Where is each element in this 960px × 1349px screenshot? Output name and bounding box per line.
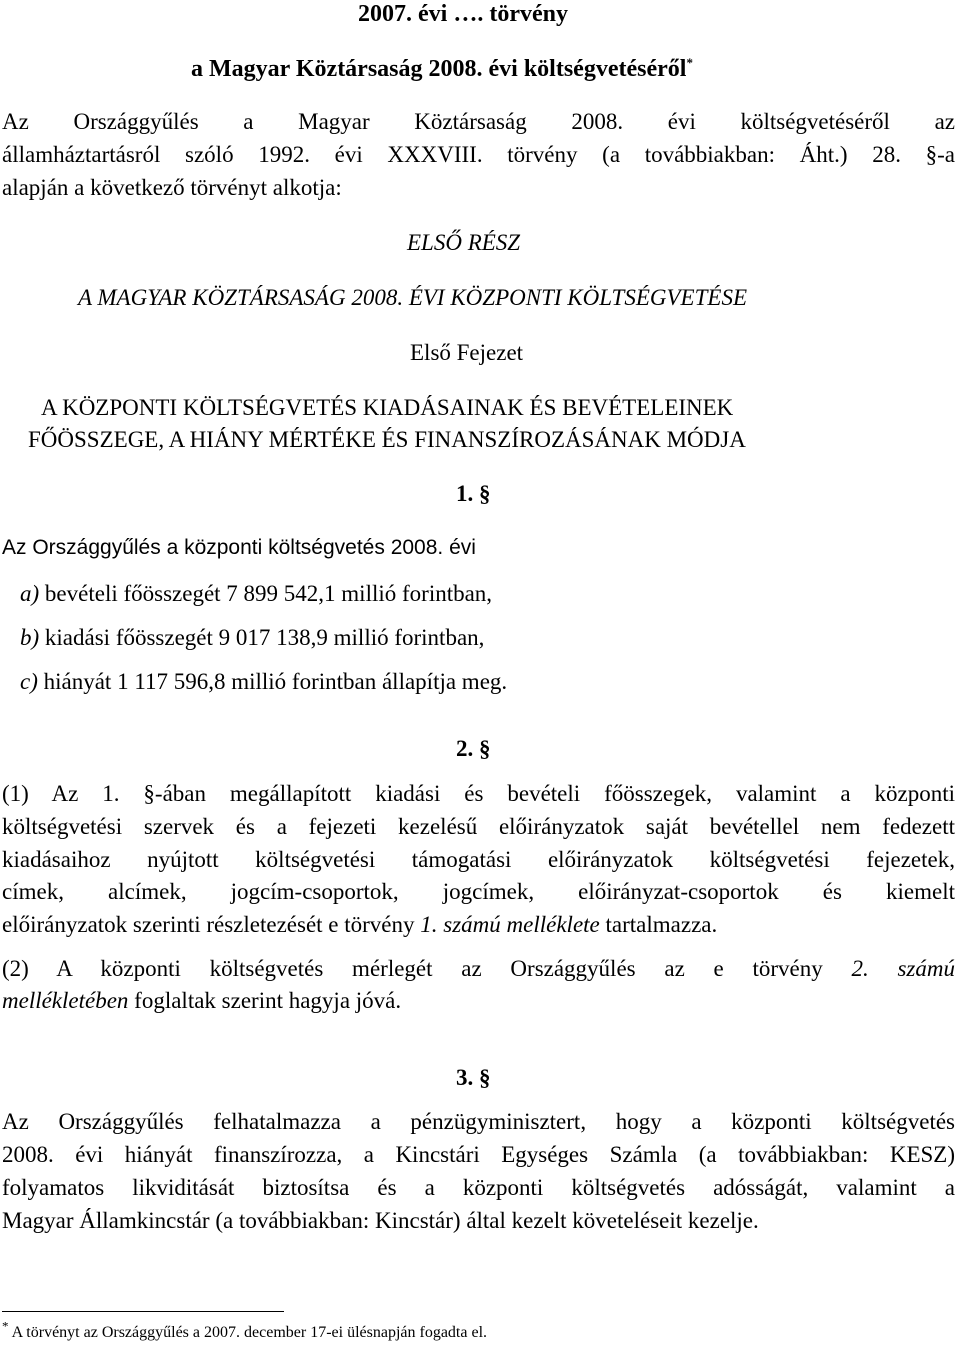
- section-3-line-3: folyamatos likviditását biztosítsa és a központi költségvetés adósságát, valamint a: [2, 1175, 955, 1200]
- footnote-divider: [2, 1311, 284, 1312]
- law-title: [191, 57, 693, 81]
- section-3-line-1: Az Országgyűlés felhatalmazza a pénzügyminisztert, hogy a központi költségvetés: [2, 1109, 955, 1134]
- chapter-title-line-2: FŐÖSSZEGE, A HIÁNY MÉRTÉKE ÉS FINANSZÍROZÁSÁNAK MÓDJA: [28, 427, 746, 452]
- footnote: [2, 1318, 488, 1341]
- annex-reference: mellékletében: [2, 988, 129, 1013]
- part-label: ELSŐ RÉSZ: [407, 230, 521, 255]
- section-2-p2-line-1: [2, 957, 955, 980]
- section-3-line-4: Magyar Államkincstár (a továbbiakban: Kincstár) által kezelt követeléseit kezelje.: [2, 1208, 759, 1233]
- section-1-number: 1. §: [456, 481, 491, 506]
- section-2-number: 2. §: [456, 736, 491, 761]
- title-footnote-mark: *: [686, 55, 693, 70]
- chapter-title-line-1: A KÖZPONTI KÖLTSÉGVETÉS KIADÁSAINAK ÉS BEVÉTELEINEK: [41, 395, 734, 420]
- section-2-p1-line-5: [2, 913, 717, 936]
- item-marker: c): [20, 669, 38, 694]
- preamble-line-2: államháztartásról szóló 1992. évi XXXVIII. törvény (a továbbiakban: Áht.) 28. §-a: [2, 142, 955, 167]
- item-marker: a): [20, 581, 40, 606]
- part-title: A MAGYAR KÖZTÁRSASÁG 2008. ÉVI KÖZPONTI KÖLTSÉGVETÉSE: [78, 285, 747, 310]
- preamble-line-3: alapján a következő törvényt alkotja:: [2, 175, 342, 200]
- chapter-label: Első Fejezet: [410, 340, 524, 365]
- item-text: hiányát 1 117 596,8 millió forintban állapítja meg.: [43, 669, 508, 694]
- section-2-p1-line-3: kiadásaihoz nyújtott költségvetési támogatási előirányzatok költségvetési fejezetek,: [2, 847, 955, 872]
- section-1-item-a: [20, 582, 492, 605]
- preamble-line-1: Az Országgyűlés a Magyar Köztársaság 2008. évi költségvetéséről az: [2, 109, 955, 134]
- law-number: 2007. évi …. törvény: [358, 1, 568, 27]
- section-2-p1-line-4: címek, alcímek, jogcím-csoportok, jogcímek, előirányzat-csoportok és kiemelt: [2, 879, 955, 904]
- section-2-p1-line-1: (1) Az 1. §-ában megállapított kiadási és bevételi főösszegek, valamint a központi: [2, 781, 955, 806]
- section-1-item-b: [20, 626, 484, 649]
- section-2-p1-line-2: költségvetési szervek és a fejezeti kezelésű előirányzatok saját bevétellel nem fedezett: [2, 814, 955, 839]
- item-text: kiadási főösszegét 9 017 138,9 millió forintban,: [44, 625, 485, 650]
- text-run: (2) A központi költségvetés mérlegét az Országgyűlés az e törvény: [2, 956, 823, 981]
- item-marker: b): [20, 625, 40, 650]
- section-3-line-2: 2008. évi hiányát finanszírozza, a Kincstári Egységes Számla (a továbbiakban: KESZ): [2, 1142, 955, 1167]
- footnote-mark: *: [2, 1318, 9, 1334]
- text-run: foglaltak szerint hagyja jóvá.: [134, 988, 402, 1013]
- annex-reference: 2. számú: [851, 956, 955, 981]
- law-title-text: a Magyar Köztársaság 2008. évi költségvetéséről: [191, 56, 687, 82]
- section-2-p2-line-2: [2, 989, 401, 1012]
- text-run: tartalmazza.: [605, 912, 718, 937]
- text-run: előirányzatok szerinti részletezését e törvény: [2, 912, 415, 937]
- section-1-item-c: [20, 670, 507, 693]
- item-text: bevételi főösszegét 7 899 542,1 millió forintban,: [44, 581, 493, 606]
- footnote-text: A törvényt az Országgyűlés a 2007. december 17-ei ülésnapján fogadta el.: [11, 1324, 488, 1341]
- annex-reference: 1. számú melléklete: [420, 912, 600, 937]
- section-3-number: 3. §: [456, 1065, 491, 1090]
- section-1-intro: Az Országgyűlés a központi költségvetés 2008. évi: [2, 536, 476, 559]
